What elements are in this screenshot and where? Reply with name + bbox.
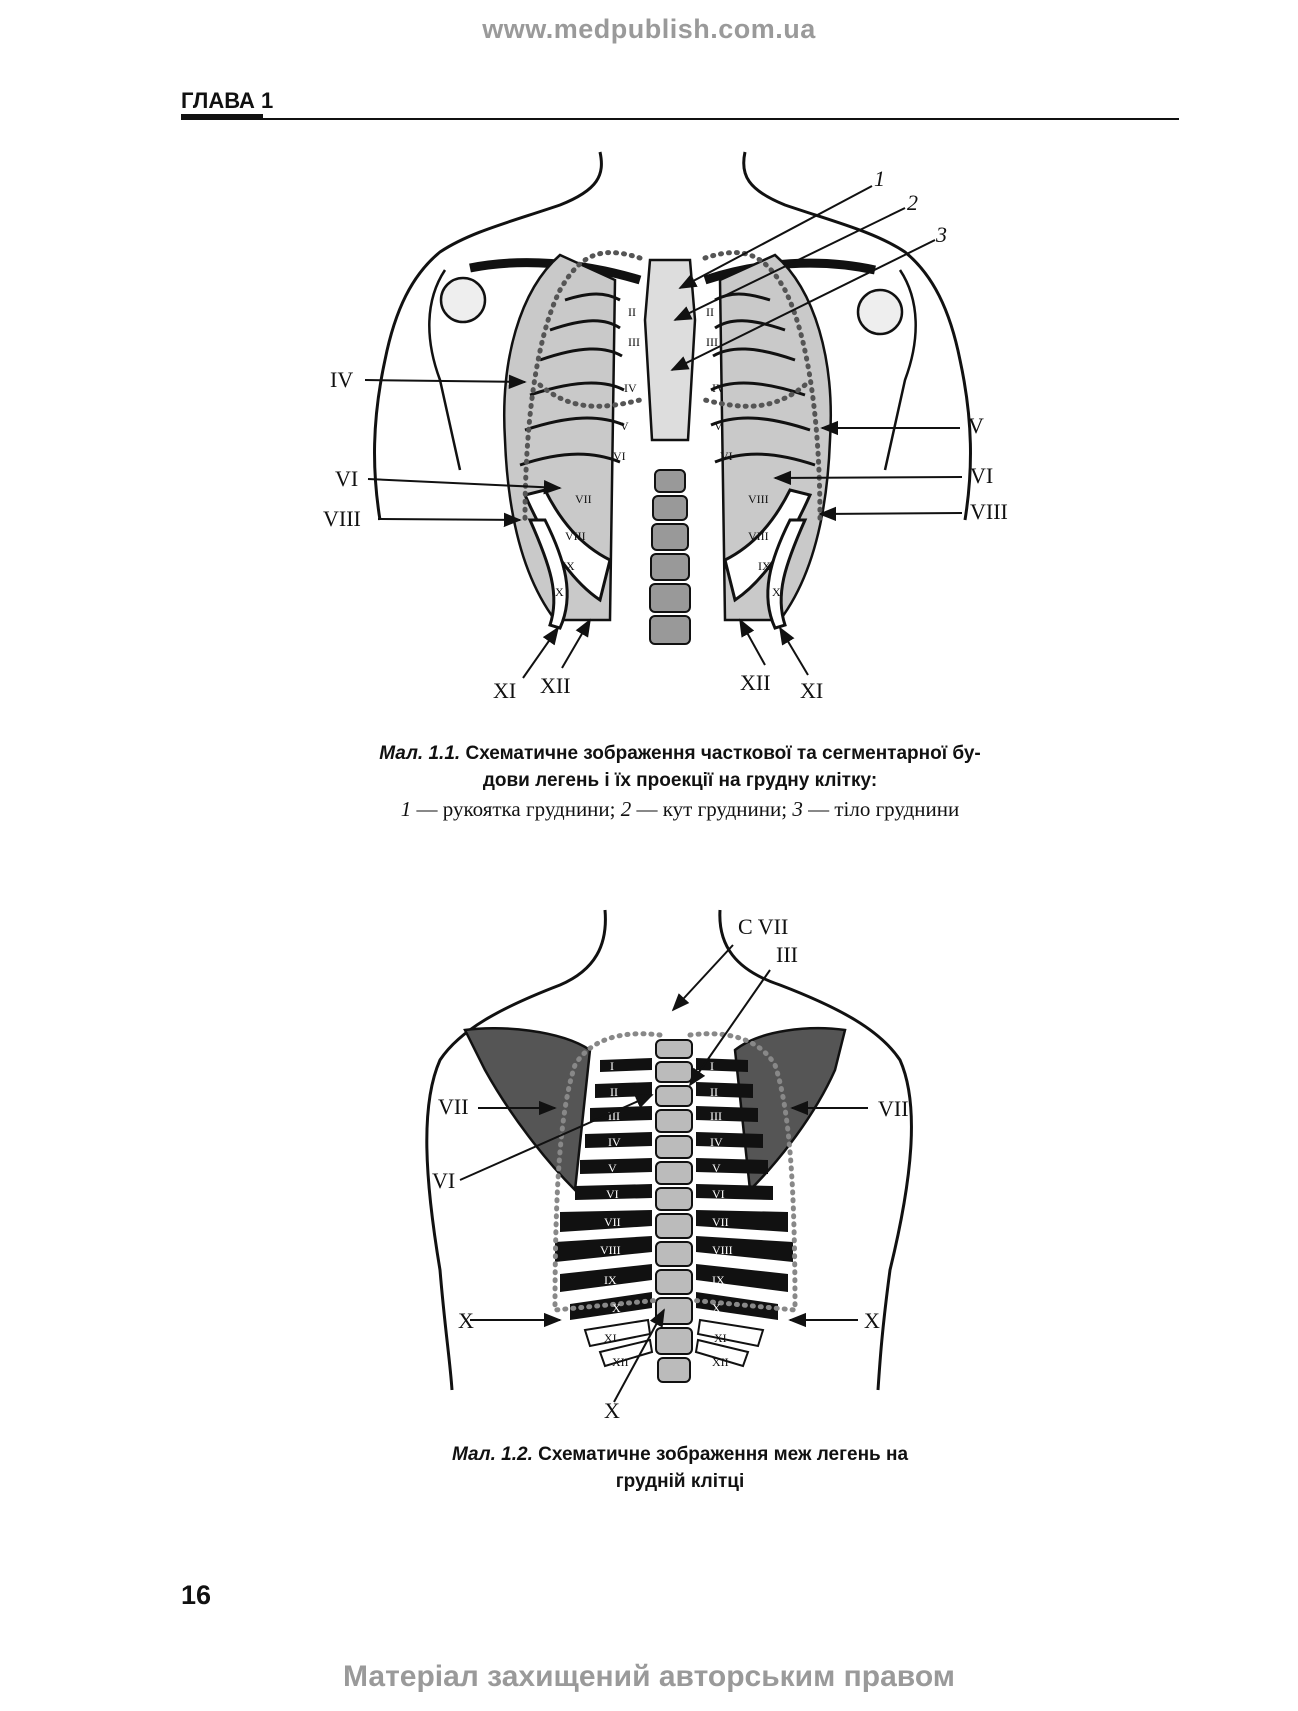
fig1-label-v-right: V (968, 413, 984, 438)
svg-text:IV: IV (608, 1135, 621, 1149)
fig2-label-vi-left: VI (432, 1168, 456, 1193)
svg-text:I: I (610, 1059, 614, 1073)
svg-text:II: II (710, 1085, 718, 1099)
legend-text-2: — кут груднини; (631, 797, 793, 821)
svg-text:IX: IX (562, 559, 575, 573)
figure-2-number: Мал. 1.2. (451, 1444, 533, 1465)
fig2-label-iii: III (776, 942, 798, 967)
figure-1-anterior-chest (0, 0, 1298, 720)
svg-text:IV: IV (710, 1135, 723, 1149)
svg-text:VI: VI (712, 1187, 725, 1201)
svg-text:VII: VII (712, 1215, 729, 1229)
fig1-label-vi-left: VI (335, 466, 359, 491)
svg-text:IX: IX (604, 1273, 617, 1287)
figure-2-caption-line1: Схематичне зображення меж легень на (532, 1444, 909, 1465)
figure-2-illustration (0, 890, 1298, 1420)
figure-1-legend (181, 797, 1179, 822)
svg-text:X: X (612, 1301, 621, 1315)
page-number: 16 (181, 1580, 212, 1610)
svg-text:V: V (608, 1161, 617, 1175)
svg-text:XII: XII (612, 1355, 629, 1369)
svg-text:VIII: VIII (600, 1243, 621, 1257)
fig1-label-xii-right: XII (740, 670, 771, 695)
fig2-label-x-left: X (458, 1308, 474, 1333)
fig1-label-2: 2 (907, 190, 918, 215)
svg-text:IV: IV (712, 381, 725, 395)
svg-text:VI: VI (613, 449, 626, 463)
fig1-label-vi-right: VI (970, 463, 994, 488)
svg-text:I: I (710, 1059, 714, 1073)
fig1-label-iv-left: IV (330, 367, 354, 392)
svg-text:V: V (620, 419, 629, 433)
legend-num-3: 3 (792, 797, 803, 821)
fig1-label-xi-right: XI (800, 678, 824, 703)
svg-text:II: II (706, 305, 714, 319)
legend-text-1: — рукоятка груднини; (411, 797, 621, 821)
svg-text:IV: IV (624, 381, 637, 395)
figure-1-illustration (0, 0, 1298, 720)
svg-text:VII: VII (575, 492, 592, 506)
svg-text:IX: IX (758, 559, 771, 573)
svg-text:V: V (714, 419, 723, 433)
fig1-label-viii-left: VIII (323, 506, 361, 531)
svg-text:III: III (608, 1109, 620, 1123)
svg-text:VIII: VIII (712, 1243, 733, 1257)
legend-num-1: 1 (400, 797, 412, 821)
svg-text:V: V (712, 1161, 721, 1175)
svg-text:VI: VI (720, 449, 733, 463)
figure-1-caption-line1: Схематичне зображення часткової та сегментарної бу- (460, 743, 981, 764)
svg-text:VI: VI (606, 1187, 619, 1201)
figure-1-number: Мал. 1.1. (379, 743, 461, 764)
svg-text:X: X (712, 1301, 721, 1315)
svg-text:XI: XI (604, 1331, 617, 1345)
legend-num-2: 2 (620, 797, 632, 821)
svg-text:III: III (710, 1109, 722, 1123)
fig2-label-c-vii: C VII (738, 914, 789, 939)
figure-1-caption-line2: дови легень і їх проекції на грудну клітку: (482, 770, 878, 791)
svg-text:VIII: VIII (565, 529, 586, 543)
fig2-label-vii-right: VII (878, 1096, 909, 1121)
fig1-label-xi-left: XI (493, 678, 517, 703)
fig2-label-vii-left: VII (438, 1094, 469, 1119)
figure-1-caption (181, 740, 1179, 794)
svg-text:II: II (628, 305, 636, 319)
fig2-label-x-bottom: X (604, 1398, 620, 1423)
site-watermark: www.medpublish.com.ua (482, 14, 816, 44)
figure-2-caption (181, 1441, 1179, 1495)
svg-text:III: III (706, 335, 718, 349)
copyright-watermark: Матеріал захищений авторським правом (343, 1660, 955, 1693)
fig1-label-xii-left: XII (540, 673, 571, 698)
fig2-label-x-right: X (864, 1308, 880, 1333)
svg-text:VII: VII (604, 1215, 621, 1229)
fig1-label-3: 3 (936, 222, 947, 247)
figure-2-caption-line2: грудній клітці (615, 1471, 745, 1492)
svg-text:IX: IX (712, 1273, 725, 1287)
fig1-label-viii-right: VIII (970, 499, 1008, 524)
svg-text:XII: XII (712, 1355, 729, 1369)
svg-text:III: III (628, 335, 640, 349)
svg-text:X: X (772, 585, 781, 599)
svg-text:X: X (555, 585, 564, 599)
svg-text:XI: XI (714, 1331, 727, 1345)
svg-text:VIII: VIII (748, 492, 769, 506)
svg-text:II: II (610, 1085, 618, 1099)
fig1-label-1: 1 (874, 166, 885, 191)
figure-2-posterior-chest (0, 890, 1298, 1423)
legend-text-3: — тіло груднини (802, 797, 960, 821)
chapter-heading: ГЛАВА 1 (181, 88, 274, 113)
svg-text:VIII: VIII (748, 529, 769, 543)
